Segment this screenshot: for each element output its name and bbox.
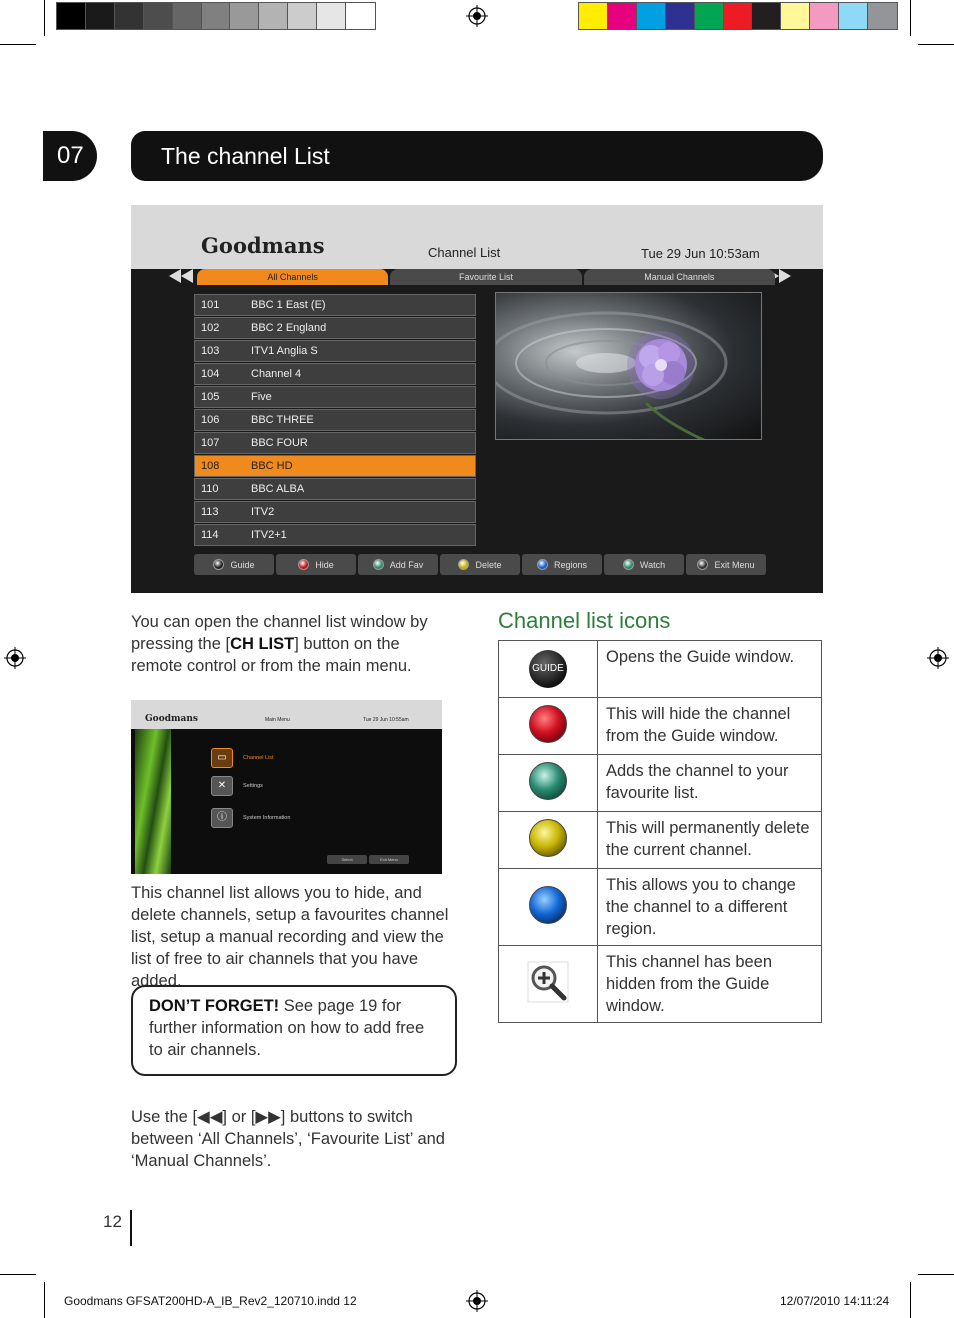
color-swatch [724,3,753,29]
crop-mark [918,1274,954,1275]
color-swatch [230,3,259,29]
main-menu-screenshot [131,700,442,874]
leaf-graphic [135,729,171,874]
channel-row[interactable] [194,478,476,500]
channel-name: Channel 4 [251,368,302,380]
color-swatch [288,3,317,29]
registration-mark-icon [466,1290,488,1312]
legend-label: Guide [230,559,255,570]
channel-tabs [197,269,775,285]
legend-exit-menu-button[interactable] [686,554,766,575]
slug-datetime: 12/07/2010 14:11:24 [780,1294,890,1308]
color-swatch [346,3,375,29]
channel-row[interactable] [194,524,476,546]
color-swatch [666,3,695,29]
legend-hide-button[interactable] [276,554,356,575]
channel-row[interactable] [194,317,476,339]
icons-section-title: Channel list icons [498,608,671,633]
intro-text-end: ] button on the remote control or from the main menu. [131,635,412,675]
color-key-icon [458,559,469,570]
color-key-icon [697,559,708,570]
chapter-number: 07 [43,131,97,181]
crop-mark [0,1274,36,1275]
registration-mark-icon [927,647,949,669]
legend-watch-button[interactable] [604,554,684,575]
channel-row[interactable] [194,409,476,431]
button-legend [194,554,766,575]
crop-mark [0,44,36,45]
slug-file-info: Goodmans GFSAT200HD-A_IB_Rev2_120710.indd 12 [64,1294,357,1308]
dont-forget-label: DON’T FORGET! [149,997,280,1015]
channel-name: BBC THREE [251,414,314,426]
color-swatch [144,3,173,29]
channel-name: BBC ALBA [251,483,305,495]
screen-datetime: Tue 29 Jun 10:53am [641,246,760,261]
channel-number: 101 [201,299,220,311]
intro-text: You can open the channel list window by pressing the [ [131,613,428,653]
page-number: 12 [103,1212,122,1231]
channel-name: ITV2+1 [251,529,287,541]
tab-all-channels[interactable]: All Channels [197,269,388,285]
color-key-icon [298,559,309,570]
description-paragraph: This channel list allows you to hide, and delete channels, setup a favourites channel list, setup a manual recording and view the list of free to air channels that you have added. [131,884,449,990]
preview-image [495,292,762,440]
color-swatch [839,3,868,29]
menu-item-settings[interactable] [211,776,263,796]
tab-favourite-list[interactable]: Favourite List [390,269,581,285]
icon-description: Adds the channel to your favourite list. [598,755,822,812]
color-key-icon [213,559,224,570]
legend-label: Hide [315,559,334,570]
channel-number: 108 [201,460,220,472]
tv-icon: ▭ [211,748,233,768]
channel-name: Five [251,391,272,403]
channel-row[interactable] [194,363,476,385]
ch-list-key: CH LIST [230,635,295,653]
legend-label: Regions [553,559,588,570]
crop-mark [44,0,45,36]
tab-manual-channels[interactable]: Manual Channels [584,269,775,285]
menu-item-label: System Information [243,815,291,821]
color-swatch [637,3,666,29]
icon-description: Opens the Guide window. [598,641,822,698]
legend-regions-button[interactable] [522,554,602,575]
grey-color-bar [56,2,376,30]
crop-mark [918,44,954,45]
guide-button-icon: GUIDE [529,650,567,688]
channel-number: 105 [201,391,220,403]
crop-mark [910,1282,911,1318]
legend-add-fav-button[interactable] [358,554,438,575]
channel-row[interactable] [194,386,476,408]
color-swatch [695,3,724,29]
color-swatch [202,3,231,29]
menu-item-label: Channel List [243,755,274,761]
icon-description: This will permanently delete the current channel. [598,812,822,869]
color-swatch [752,3,781,29]
table-row [499,869,822,946]
intro-paragraph [131,611,451,677]
color-swatch [317,3,346,29]
mini-footer [327,855,409,864]
channel-name: BBC 1 East (E) [251,299,326,311]
color-swatch [608,3,637,29]
registration-mark-icon [4,647,26,669]
legend-label: Exit Menu [714,559,755,570]
chapter-title: The channel List [131,131,823,181]
color-key-icon [373,559,384,570]
screen-title: Channel List [428,245,501,260]
crop-mark [910,0,911,36]
green-button-icon [529,762,567,800]
channel-number: 110 [201,483,219,495]
yellow-button-icon [529,819,567,857]
mini-datetime: Tue 29 Jun 10:55am [363,717,409,723]
menu-item-label: Settings [243,783,263,789]
channel-number: 113 [201,506,219,518]
legend-label: Add Fav [389,559,424,570]
legend-label: Watch [639,559,666,570]
rewind-icon [169,269,195,285]
mini-goodmans-logo: Goodmans [145,714,198,724]
color-swatch [579,3,608,29]
process-color-bar [578,2,898,30]
channel-number: 103 [201,345,220,357]
color-swatch [173,3,202,29]
icons-table [498,640,822,1023]
color-swatch [810,3,839,29]
color-swatch [57,3,86,29]
color-key-icon [623,559,634,570]
channel-name: BBC 2 England [251,322,327,334]
blue-button-icon [529,886,567,924]
exit-menu-button[interactable]: Exit Menu [369,855,409,864]
channel-row[interactable] [194,432,476,454]
color-swatch [115,3,144,29]
channel-list [194,294,476,550]
legend-guide-button[interactable] [194,554,274,575]
channel-name: ITV2 [251,506,275,518]
color-swatch [868,3,897,29]
table-row [499,812,822,869]
dont-forget-text: See page 19 for further information on how to add free to air channels. [149,997,425,1059]
color-key-icon [537,559,548,570]
table-row [499,755,822,812]
table-row [499,641,822,698]
mini-title: Main Menu [265,717,290,723]
magnifier-icon [527,961,569,1003]
legend-label: Delete [475,559,502,570]
icon-description: This channel has been hidden from the Guide window. [598,946,822,1023]
channel-number: 114 [201,529,219,541]
channel-name: BBC FOUR [251,437,308,449]
channel-row[interactable] [194,501,476,523]
color-swatch [781,3,810,29]
flower-image [496,293,762,440]
color-swatch [259,3,288,29]
channel-name: ITV1 Anglia S [251,345,318,357]
switch-paragraph: Use the [◀◀] or [▶▶] buttons to switch between ‘All Channels’, ‘Favourite List’ and ‘Manual Channels’. [131,1108,445,1170]
icon-description: This allows you to change the channel to a different region. [598,869,822,946]
channel-list-screenshot [131,205,823,593]
dont-forget-box [131,985,457,1076]
menu-item-channel-list[interactable] [211,748,274,768]
color-swatch [86,3,115,29]
red-button-icon [529,705,567,743]
channel-row[interactable] [194,455,476,477]
menu-item-system-information[interactable] [211,808,290,828]
channel-row[interactable] [194,340,476,362]
channel-number: 106 [201,414,220,426]
table-row [499,698,822,755]
channel-number: 107 [201,437,220,449]
tools-icon: ✕ [211,776,233,796]
info-icon: ⓘ [211,808,233,828]
icon-description: This will hide the channel from the Guide window. [598,698,822,755]
table-row [499,946,822,1023]
registration-mark-icon [466,5,488,27]
page-number-rule [130,1210,132,1246]
legend-delete-button[interactable] [440,554,520,575]
crop-mark [44,1282,45,1318]
goodmans-logo: Goodmans [201,233,325,258]
channel-name: BBC HD [251,460,293,472]
select-button[interactable]: Select [327,855,367,864]
channel-number: 102 [201,322,220,334]
channel-row[interactable] [194,294,476,316]
channel-number: 104 [201,368,220,380]
